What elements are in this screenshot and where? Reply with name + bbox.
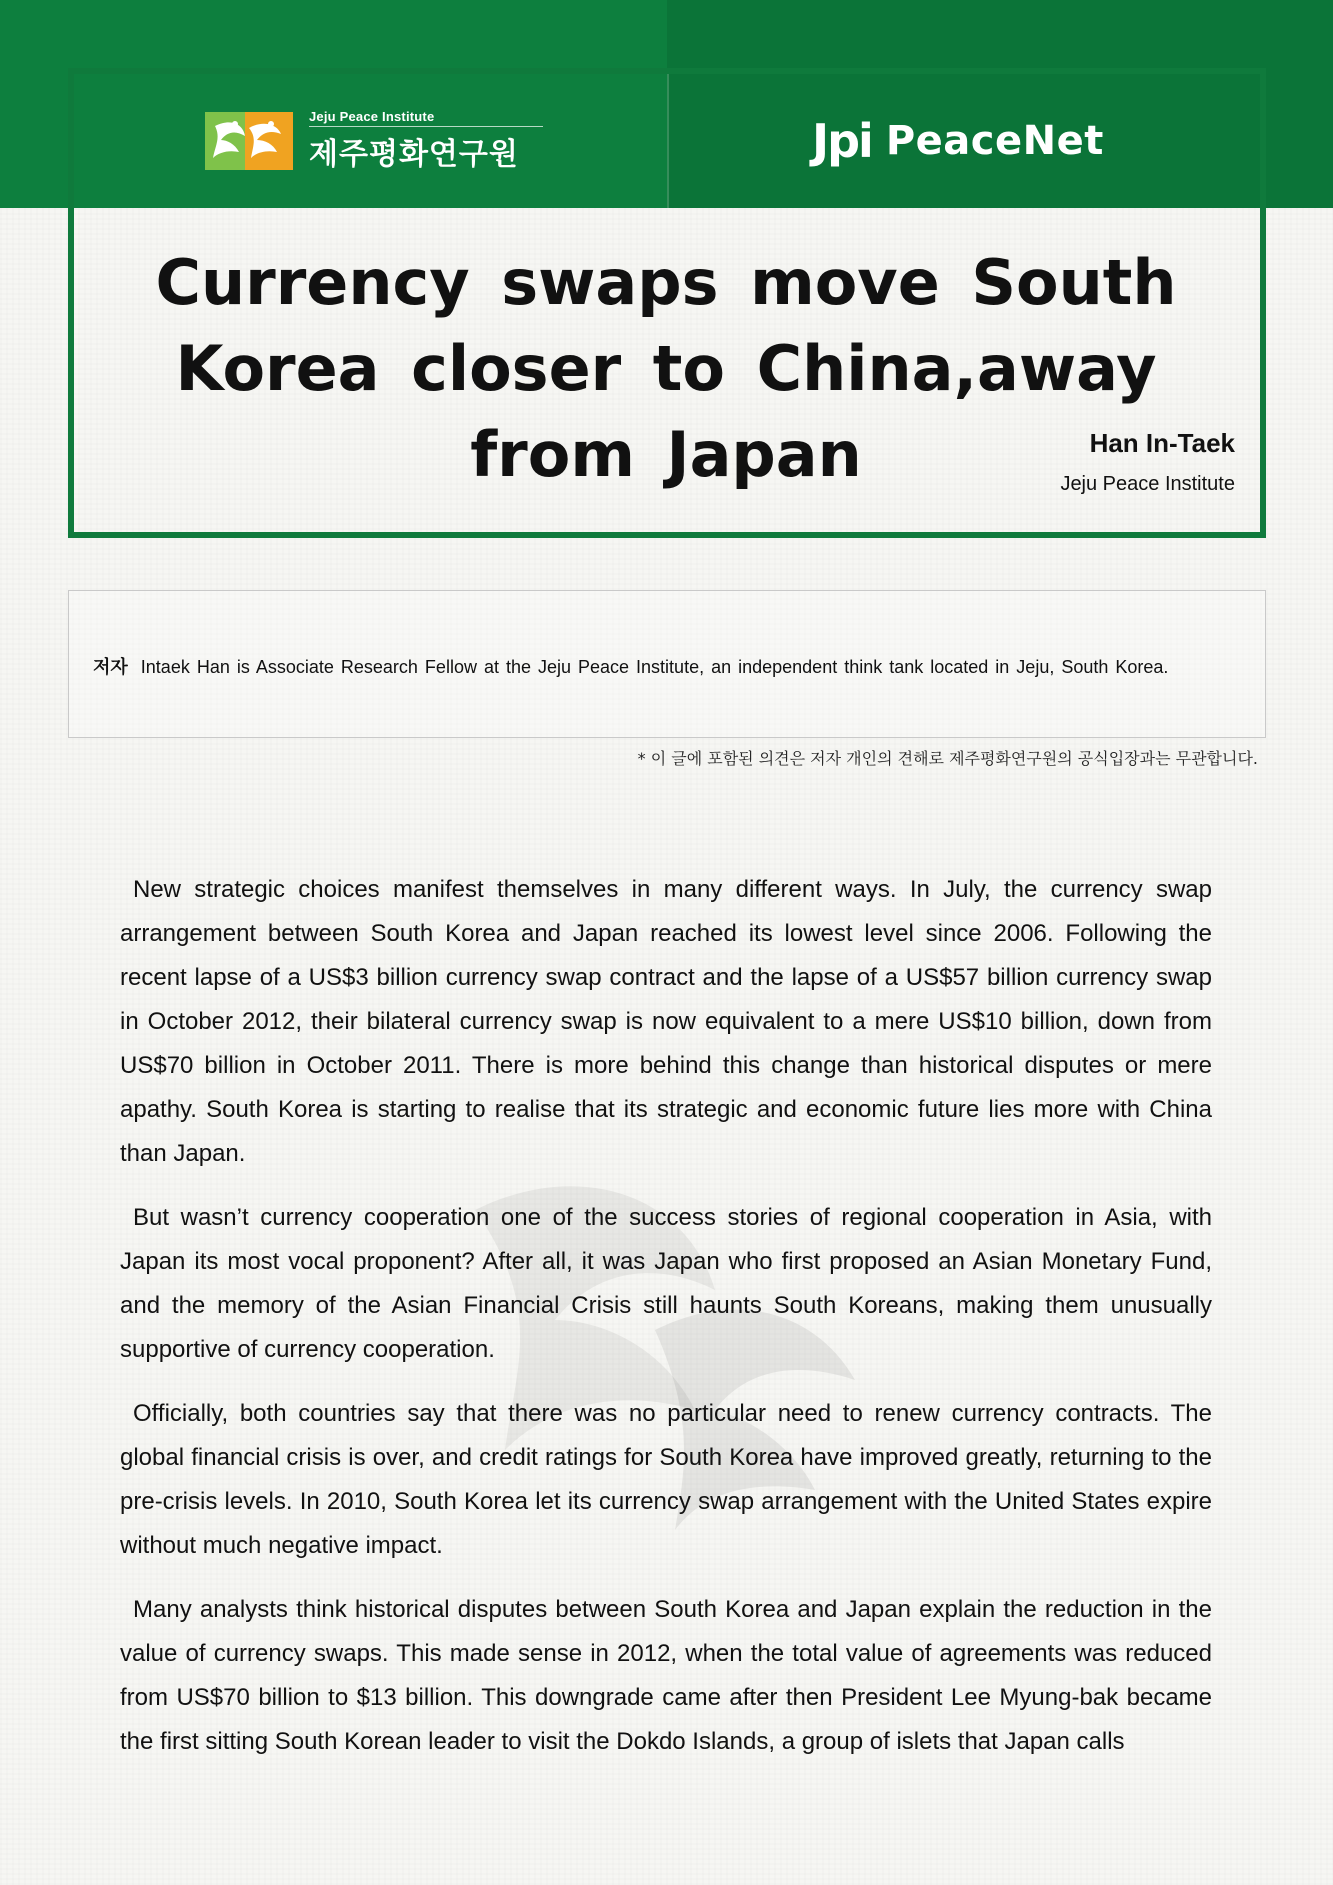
body-paragraph-2: But wasn’t currency cooperation one of the success stories of regional cooperation in Asia, with Japan its most vocal proponent? After all, it was Japan who first proposed an Asian Monetary Fund, and the memory of the Asian Financial Crisis still haunts South Koreans, making them unusually supportive of currency cooperation. [120,1204,1212,1363]
article-title: Currency swaps move South Korea closer to China,away from Japan [155,246,1177,491]
body-paragraph-3: Officially, both countries say that there was no particular need to renew currency contracts. The global financial crisis is over, and credit ratings for South Korea have improved greatly, returning to the pre-crisis levels. In 2010, South Korea let its currency swap arrangement with the United States expire without much negative impact. [120,1400,1212,1559]
disclaimer-note: * 이 글에 포함된 의견은 저자 개인의 견해로 제주평화연구원의 공식입장과는 무관합니다. [637,749,1258,768]
jpi-korean-name: 제주평화연구원 [309,137,519,172]
peacenet-name: PeaceNet [885,118,1104,164]
article-body [120,868,1212,1784]
jeju-peace-institute-logo[interactable] [205,108,545,174]
author-name: Han In-Taek [1089,428,1235,458]
doves-logo-icon [205,110,297,172]
author-affiliation: Jeju Peace Institute [1060,473,1235,495]
jpi-english-name: Jeju Peace Institute [309,109,543,127]
header-divider [667,74,669,208]
jpi-mark-icon: Jpi [812,114,872,168]
author-bio [93,653,1168,679]
author-bio-text: Intaek Han is Associate Research Fellow at the Jeju Peace Institute, an independent think tank located in Jeju, South Korea. [140,657,1169,677]
author-info-box [68,590,1266,738]
body-paragraph-4: Many analysts think historical disputes between South Korea and Japan explain the reduction in the value of currency swaps. This made sense in 2012, when the total value of agreements was reduced from US$70 billion to $13 billion. This downgrade came after then President Lee Myung-bak became the first sitting South Korean leader to visit the Dokdo Islands, a group of islets that Japan calls [120,1596,1212,1755]
author-label: 저자 [93,657,128,678]
body-paragraph-1: New strategic choices manifest themselves in many different ways. In July, the currency swap arrangement between South Korea and Japan reached its lowest level since 2006. Following the recent lapse of a US$3 billion currency swap contract and the lapse of a US$57 billion currency swap in October 2012, their bilateral currency swap is now equivalent to a mere US$10 billion, down from US$70 billion in October 2011. There is more behind this change than historical disputes or mere apathy. South Korea is starting to realise that its strategic and economic future lies more with China than Japan. [120,876,1212,1167]
peacenet-logo[interactable] [812,112,1104,170]
jpi-logo-text [309,109,543,173]
